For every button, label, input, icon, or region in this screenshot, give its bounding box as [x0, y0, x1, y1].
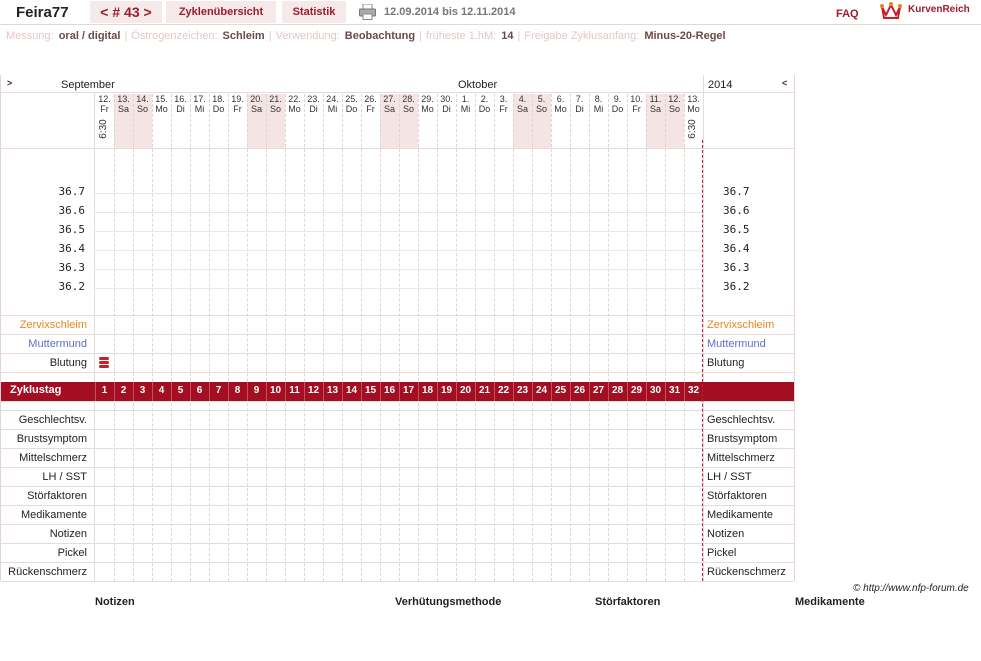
day-weekday: Do	[345, 104, 358, 114]
day-grid-line	[437, 94, 438, 581]
top-bar	[0, 0, 981, 25]
day-header-cell[interactable]	[323, 94, 342, 148]
cycle-day-number[interactable]: 4	[158, 385, 165, 396]
day-date: 16.	[174, 94, 187, 104]
day-weekday: Fr	[233, 104, 242, 114]
day-grid-line	[589, 94, 590, 581]
day-grid-line	[266, 94, 267, 581]
day-date: 13.	[117, 94, 130, 104]
day-date: 18.	[212, 94, 225, 104]
day-header-cell[interactable]	[114, 94, 133, 148]
day-weekday: Sa	[117, 104, 129, 114]
day-date: 5.	[537, 94, 546, 104]
day-header-cell[interactable]	[551, 94, 570, 148]
day-header-cell[interactable]	[608, 94, 627, 148]
row-label-right: Medikamente	[707, 509, 774, 521]
day-date: 13.	[687, 94, 700, 104]
row-divider	[1, 372, 794, 373]
cycle-day-number[interactable]: 3	[139, 385, 146, 396]
year-label: 2014	[708, 79, 733, 91]
day-weekday: Di	[442, 104, 451, 114]
day-grid-line	[152, 94, 153, 581]
temperature-gridline	[95, 193, 703, 194]
cycle-day-number[interactable]: 28	[611, 385, 624, 396]
row-label-right: Blutung	[707, 357, 745, 369]
day-date: 8.	[594, 94, 603, 104]
day-header-cell[interactable]	[285, 94, 304, 148]
temperature-gridline	[95, 288, 703, 289]
usage-value: Beobachtung	[344, 30, 416, 42]
temperature-label-left: 36.2	[58, 280, 85, 293]
day-date: 26.	[364, 94, 377, 104]
measure-time: 6:30	[687, 119, 698, 139]
row-label[interactable]: Geschlechtsv.	[18, 414, 87, 426]
day-grid-line	[380, 94, 381, 581]
kurvenreich-logo[interactable]	[880, 1, 980, 23]
temperature-gridline	[95, 269, 703, 270]
row-label-right: Störfaktoren	[707, 490, 767, 502]
today-marker-line	[702, 140, 703, 581]
day-weekday: Mi	[460, 104, 471, 114]
row-divider	[1, 543, 794, 544]
estrogen-label: Östrogenzeichen:	[131, 30, 218, 42]
row-label[interactable]: Medikamente	[20, 509, 87, 521]
printer-icon[interactable]	[359, 4, 376, 20]
day-weekday: Mo	[421, 104, 434, 114]
row-label[interactable]: Pickel	[57, 547, 87, 559]
cycle-day-number[interactable]: 19	[440, 385, 453, 396]
day-grid-line	[133, 94, 134, 581]
day-grid-line	[228, 94, 229, 581]
cycle-day-number[interactable]: 17	[402, 385, 415, 396]
day-header-cell[interactable]	[228, 94, 247, 148]
cycle-day-number[interactable]: 26	[573, 385, 586, 396]
estrogen-value: Schleim	[222, 30, 265, 42]
row-label-right: Geschlechtsv.	[707, 414, 776, 426]
cycle-day-number[interactable]: 14	[345, 385, 358, 396]
cycle-day-number[interactable]: 1	[101, 385, 108, 396]
row-label-right: Mittelschmerz	[707, 452, 775, 464]
row-label-right: Rückenschmerz	[707, 566, 786, 578]
day-date: 23.	[307, 94, 320, 104]
day-grid-line	[665, 94, 666, 581]
row-divider	[1, 410, 794, 411]
day-weekday: Mi	[194, 104, 205, 114]
day-header-cell[interactable]	[418, 94, 437, 148]
day-date: 15.	[155, 94, 168, 104]
day-date: 19.	[231, 94, 244, 104]
day-header-cell[interactable]	[190, 94, 209, 148]
day-date: 6.	[556, 94, 565, 104]
row-label-right: Zervixschleim	[707, 319, 775, 331]
cycle-day-number[interactable]: 5	[177, 385, 184, 396]
row-divider	[1, 581, 794, 582]
day-weekday: Mo	[155, 104, 168, 114]
day-header-cell[interactable]	[684, 94, 703, 148]
day-weekday: So	[668, 104, 680, 114]
row-label-muttermund[interactable]: Muttermund	[28, 338, 87, 350]
day-date: 9.	[613, 94, 622, 104]
day-date: 17.	[193, 94, 206, 104]
day-grid-line	[342, 94, 343, 581]
day-grid-line	[304, 94, 305, 581]
day-date: 12.	[668, 94, 681, 104]
day-header-cell[interactable]	[589, 94, 608, 148]
faq-link[interactable]: FAQ	[836, 8, 859, 20]
tab-cycle-overview[interactable]: Zyklenübersicht	[166, 1, 276, 23]
row-label[interactable]: Störfaktoren	[27, 490, 87, 502]
day-header-cell[interactable]	[209, 94, 228, 148]
cycle-day-number[interactable]: 29	[630, 385, 643, 396]
day-date: 27.	[383, 94, 396, 104]
day-grid-line	[627, 94, 628, 581]
day-grid-line	[171, 94, 172, 581]
cycle-day-number[interactable]: 12	[307, 385, 320, 396]
scroll-left-button[interactable]: >	[7, 78, 13, 88]
day-grid-line	[475, 94, 476, 581]
cycle-day-number[interactable]: 25	[554, 385, 567, 396]
day-weekday: Mo	[288, 104, 301, 114]
username: Feira77	[16, 4, 69, 21]
day-header-cell[interactable]	[475, 94, 494, 148]
day-header-cell[interactable]	[247, 94, 266, 148]
row-label[interactable]: LH / SST	[42, 471, 87, 483]
temperature-label-left: 36.7	[58, 185, 85, 198]
day-date: 28.	[402, 94, 415, 104]
cycle-day-bar	[1, 382, 794, 401]
row-label-right: Brustsymptom	[707, 433, 778, 445]
temperature-gridline	[95, 231, 703, 232]
temperature-gridline	[95, 212, 703, 213]
legend-contraception-title: Verhütungsmethode	[395, 596, 502, 608]
day-date: 12.	[98, 94, 111, 104]
cycle-day-number[interactable]: 13	[326, 385, 339, 396]
measure-value: oral / digital	[58, 30, 121, 42]
day-header-cell[interactable]	[627, 94, 646, 148]
row-label-right: Notizen	[707, 528, 745, 540]
day-date: 4.	[518, 94, 527, 104]
day-grid-line	[247, 94, 248, 581]
day-header-cell[interactable]	[342, 94, 361, 148]
day-grid-line	[209, 94, 210, 581]
row-divider	[1, 562, 794, 563]
cycle-day-label: Zyklustag	[10, 384, 62, 396]
row-label[interactable]: Mittelschmerz	[19, 452, 87, 464]
day-header-cell[interactable]	[437, 94, 456, 148]
day-weekday: So	[269, 104, 281, 114]
cycle-day-number[interactable]: 32	[687, 385, 700, 396]
day-weekday: Fr	[632, 104, 641, 114]
day-date: 11.	[649, 94, 662, 104]
row-divider	[1, 315, 794, 316]
temperature-label-left: 36.3	[58, 261, 85, 274]
day-weekday: Sa	[516, 104, 528, 114]
day-header-cell[interactable]	[532, 94, 551, 148]
row-divider	[1, 505, 794, 506]
day-weekday: Mi	[593, 104, 604, 114]
day-header-cell[interactable]	[133, 94, 152, 148]
day-grid-line	[513, 94, 514, 581]
day-date: 10.	[630, 94, 643, 104]
temperature-label-right: 36.4	[723, 242, 750, 255]
cycle-day-number[interactable]: 11	[289, 385, 300, 396]
legend-notes-title: Notizen	[95, 596, 135, 608]
day-grid-line	[114, 94, 115, 581]
day-date: 21.	[269, 94, 282, 104]
cycle-day-number[interactable]: 27	[592, 385, 605, 396]
legend-medication-title: Medikamente	[795, 596, 865, 608]
day-grid-line	[456, 94, 457, 581]
cycle-day-number[interactable]: 30	[649, 385, 662, 396]
cycle-day-number[interactable]: 23	[516, 385, 529, 396]
day-header-cell[interactable]	[152, 94, 171, 148]
next-cycle-button[interactable]: >	[143, 4, 152, 20]
day-grid-line	[608, 94, 609, 581]
row-divider	[1, 486, 794, 487]
cycle-settings-line: Messung: oral / digital | Östrogenzeichen: Schleim | Verwendung: Beobachtung | früheste 1.hM: 14 | Freigabe Zyklusanfang: Minus-20-Regel	[6, 30, 726, 42]
day-header-cell[interactable]	[380, 94, 399, 148]
logo-text: KurvenReich	[908, 4, 970, 15]
cycle-day-number[interactable]: 24	[535, 385, 548, 396]
row-divider	[1, 429, 794, 430]
row-divider	[1, 353, 794, 354]
day-date: 3.	[499, 94, 508, 104]
release-label: Freigabe Zyklusanfang:	[524, 30, 640, 42]
cycle-day-number[interactable]: 7	[215, 385, 222, 396]
day-header-cell[interactable]	[513, 94, 532, 148]
day-header-cell[interactable]	[494, 94, 513, 148]
temperature-label-right: 36.3	[723, 261, 750, 274]
day-header-cell[interactable]	[399, 94, 418, 148]
row-divider	[1, 148, 794, 149]
temperature-label-right: 36.5	[723, 223, 750, 236]
cycle-navigator	[90, 1, 162, 23]
bleeding-marker[interactable]	[99, 357, 110, 370]
row-divider	[1, 524, 794, 525]
usage-label: Verwendung:	[275, 30, 340, 42]
day-grid-line	[399, 94, 400, 581]
cycle-day-number[interactable]: 6	[196, 385, 203, 396]
temperature-label-left: 36.4	[58, 242, 85, 255]
day-header-cell[interactable]	[266, 94, 285, 148]
date-range: 12.09.2014 bis 12.11.2014	[384, 6, 516, 18]
release-value: Minus-20-Regel	[644, 30, 726, 42]
prev-cycle-button[interactable]: <	[100, 4, 109, 20]
day-date: 14.	[136, 94, 149, 104]
cycle-day-number[interactable]: 20	[459, 385, 472, 396]
day-date: 24.	[326, 94, 339, 104]
scroll-right-button[interactable]: <	[782, 78, 788, 88]
day-header-cell[interactable]	[304, 94, 323, 148]
day-date: 20.	[250, 94, 263, 104]
day-date: 29.	[421, 94, 434, 104]
crown-icon	[880, 1, 902, 21]
month-september: September	[61, 79, 115, 91]
row-label-blutung[interactable]: Blutung	[49, 357, 87, 369]
day-weekday: Di	[309, 104, 318, 114]
cycle-day-number[interactable]: 18	[421, 385, 434, 396]
temperature-label-left: 36.6	[58, 204, 85, 217]
row-label-right: Muttermund	[707, 338, 766, 350]
day-date: 7.	[575, 94, 584, 104]
day-grid-line	[684, 94, 685, 581]
day-weekday: Mo	[554, 104, 567, 114]
day-grid-line	[190, 94, 191, 581]
day-grid-line	[646, 94, 647, 581]
row-label[interactable]: Notizen	[49, 528, 87, 540]
day-grid-line	[285, 94, 286, 581]
legend-disturbances-title: Störfaktoren	[595, 596, 661, 608]
row-divider	[1, 334, 794, 335]
cycle-number: # 43	[112, 4, 140, 20]
day-weekday: Di	[176, 104, 185, 114]
day-weekday: Do	[478, 104, 491, 114]
day-date: 25.	[345, 94, 358, 104]
measure-label: Messung:	[6, 30, 54, 42]
row-label-right: LH / SST	[707, 471, 752, 483]
day-date: 22.	[288, 94, 301, 104]
cycle-day-number[interactable]: 16	[383, 385, 396, 396]
day-header-cell[interactable]	[361, 94, 380, 148]
day-date: 1.	[461, 94, 470, 104]
day-weekday: Mi	[327, 104, 338, 114]
cycle-day-number[interactable]: 9	[253, 385, 260, 396]
day-weekday: Sa	[250, 104, 262, 114]
day-grid-line	[494, 94, 495, 581]
cycle-day-number[interactable]: 22	[497, 385, 510, 396]
day-grid-line	[551, 94, 552, 581]
row-divider	[1, 401, 794, 402]
temperature-label-left: 36.5	[58, 223, 85, 236]
day-weekday: Fr	[499, 104, 508, 114]
cycle-chart	[0, 75, 795, 581]
month-row-divider	[1, 92, 794, 93]
row-divider	[1, 467, 794, 468]
day-weekday: Di	[575, 104, 584, 114]
day-grid-line	[323, 94, 324, 581]
day-grid-line	[570, 94, 571, 581]
row-label-right: Pickel	[707, 547, 737, 559]
copyright[interactable]: © http://www.nfp-forum.de	[853, 583, 969, 594]
label-column-divider	[94, 92, 95, 581]
day-weekday: Do	[212, 104, 225, 114]
temperature-gridline	[95, 250, 703, 251]
earliest-label: früheste 1.hM:	[425, 30, 497, 42]
day-header-cell[interactable]	[456, 94, 475, 148]
row-label[interactable]: Brustsymptom	[16, 433, 87, 445]
row-label-zervixschleim[interactable]: Zervixschleim	[19, 319, 87, 331]
measure-time: 6:30	[98, 119, 109, 139]
day-header-cell[interactable]	[646, 94, 665, 148]
earliest-value: 14	[501, 30, 514, 42]
row-label[interactable]: Rückenschmerz	[8, 566, 87, 578]
day-weekday: Fr	[100, 104, 109, 114]
cycle-day-number[interactable]: 15	[364, 385, 377, 396]
day-header-cell[interactable]	[570, 94, 589, 148]
month-october: Oktober	[458, 79, 498, 91]
row-divider	[1, 448, 794, 449]
day-weekday: Sa	[649, 104, 661, 114]
cycle-day-number[interactable]: 2	[120, 385, 127, 396]
day-date: 30.	[440, 94, 453, 104]
temperature-label-right: 36.6	[723, 204, 750, 217]
day-grid-line	[418, 94, 419, 581]
day-weekday: So	[136, 104, 148, 114]
day-weekday: So	[535, 104, 547, 114]
cycle-day-number[interactable]: 21	[478, 385, 491, 396]
cycle-day-number[interactable]: 8	[234, 385, 241, 396]
day-weekday: Do	[611, 104, 624, 114]
day-header-cell[interactable]	[171, 94, 190, 148]
day-grid-line	[361, 94, 362, 581]
day-weekday: Fr	[366, 104, 375, 114]
day-weekday: Sa	[383, 104, 395, 114]
day-grid-line	[532, 94, 533, 581]
temperature-label-right: 36.2	[723, 280, 750, 293]
day-header-cell[interactable]	[665, 94, 684, 148]
temperature-label-right: 36.7	[723, 185, 750, 198]
day-weekday: Mo	[687, 104, 700, 114]
cycle-day-number[interactable]: 31	[668, 385, 681, 396]
day-weekday: So	[402, 104, 414, 114]
cycle-day-number[interactable]: 10	[269, 385, 282, 396]
day-date: 2.	[480, 94, 489, 104]
day-header-cell[interactable]	[95, 94, 114, 148]
tab-statistics[interactable]: Statistik	[282, 1, 346, 23]
